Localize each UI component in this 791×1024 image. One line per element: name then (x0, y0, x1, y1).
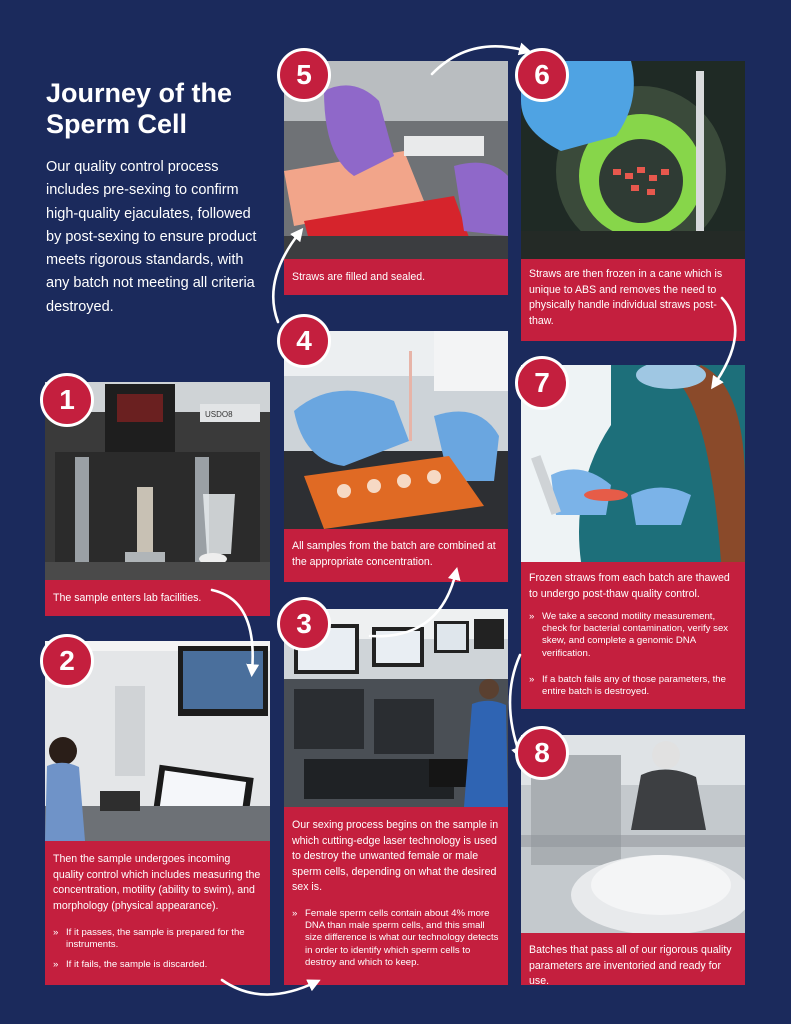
step-8-number-badge: 8 (515, 726, 569, 780)
intro-paragraph: Our quality control process includes pre-sexing to confirm high-quality ejaculates, followed by post-sexing to ensure product meets rigorous standards, with any batch not meeting all criteria destroyed. (46, 159, 257, 315)
step-8-caption: Batches that pass all of our rigorous quality parameters are inventoried and ready for use. (529, 944, 732, 988)
step-6-caption: Straws are then frozen in a cane which is unique to ABS and removes the need to physically handle individual straws post-thaw. (529, 268, 723, 327)
step-5-number-badge: 5 (277, 48, 331, 102)
step-2-bullet-2: » If it fails, the sample is discarded. (53, 959, 262, 971)
instrument-label: USDO8 (205, 410, 233, 419)
step-3-number-badge: 3 (277, 597, 331, 651)
step-7-card (521, 365, 745, 709)
step-1-number-badge: 1 (40, 373, 94, 427)
step-2-card (45, 641, 270, 985)
step-5-caption: Straws are filled and sealed. (292, 271, 426, 283)
step-6-number-badge: 6 (515, 48, 569, 102)
step-3-caption: Our sexing process begins on the sample in which cutting-edge laser technology is used to destroy the unwanted female or male sperm cells, depending on what the desired sex is. (292, 819, 499, 894)
step-3-card (284, 609, 508, 985)
step-4-caption: All samples from the batch are combined at the appropriate concentration. (292, 540, 496, 568)
step-7-number-badge: 7 (515, 356, 569, 410)
step-6-card (521, 61, 745, 341)
page-title: Journey of the Sperm Cell (46, 78, 233, 139)
step-2-bullet-1: » If it passes, the sample is prepared for the instruments. (53, 927, 262, 951)
step-2-caption: Then the sample undergoes incoming quality control which includes measuring the concentration, motility (ability to swim), and morphology (physical appearance). (53, 853, 261, 912)
step-7-bullet-1: » We take a second motility measurement, check for bacterial contamination, verify sex skew, and complete a genomic DNA verification. (529, 611, 737, 660)
step-4-card (284, 331, 508, 582)
step-1-caption: The sample enters lab facilities. (53, 592, 202, 604)
step-4-number-badge: 4 (277, 314, 331, 368)
step-2-number-badge: 2 (40, 634, 94, 688)
step-7-bullet-2: » If a batch fails any of those parameters, the entire batch is destroyed. (529, 674, 737, 698)
step-7-caption: Frozen straws from each batch are thawed to undergo post-thaw quality control. (529, 572, 730, 600)
step-3-bullet-1: » Female sperm cells contain about 4% more DNA than male sperm cells, and this small size difference is what our technology detects in order to identify which sperm cells to destroy and which to keep. (292, 908, 500, 969)
